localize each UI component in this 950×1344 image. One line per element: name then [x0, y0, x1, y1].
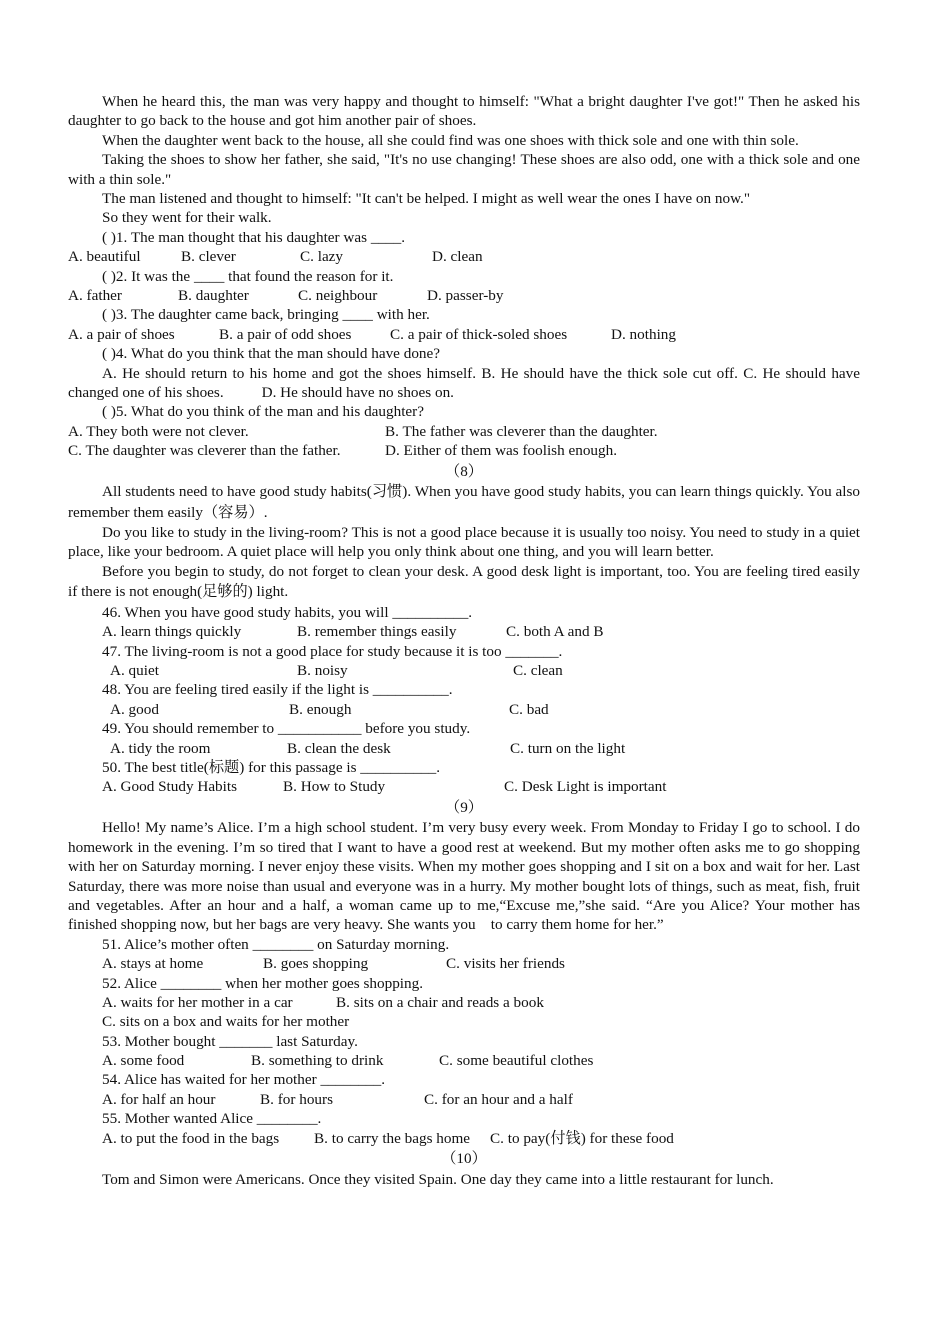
option: C. for an hour and a half [424, 1090, 573, 1108]
option: C. turn on the light [510, 739, 626, 757]
question-options [68, 325, 860, 344]
question-stem: 51. Alice’s mother often ________ on Saturday morning. [102, 935, 450, 953]
option: B. goes shopping [263, 955, 369, 973]
question-options [68, 1129, 860, 1148]
question-stem: 54. Alice has waited for her mother ________. [102, 1071, 386, 1089]
option: A. Good Study Habits [102, 778, 238, 796]
paragraph: Before you begin to study, do not forget to clean your desk. A good desk light is important, too. You are feeling tired easily if there is not enough(足够的) light. [68, 562, 860, 601]
question-options: A. He should return to his home and got the shoes himself. B. He should have the thick sole cut off. C. He should have changed one of his shoes. D. He should have no shoes on. [68, 364, 864, 401]
question-options [68, 954, 860, 973]
option: B. to carry the bags home [314, 1129, 471, 1147]
option: D. Either of them was foolish enough. [385, 442, 617, 460]
paragraph: All students need to have good study habits(习惯). When you have good study habits, you can learn things quickly. You also remember them easily（容易）. [68, 483, 860, 521]
paragraph: Tom and Simon were Americans. Once they visited Spain. One day they came into a little restaurant for lunch. [102, 1170, 774, 1188]
paragraph: Do you like to study in the living-room? This is not a good place because it is usually too noisy. You need to study in a quiet place, like your bedroom. A quiet place will help you only think about one thing, and you will learn better. [68, 524, 860, 561]
option: C. visits her friends [446, 955, 565, 973]
question-stem: ( )1. The man thought that his daughter was ____. [102, 228, 405, 246]
option: B. for hours [260, 1090, 333, 1108]
paragraph: When the daughter went back to the house, all she could find was one shoes with thick sole and one with thin sole. [102, 131, 799, 149]
question-options [68, 700, 860, 719]
option: C. to pay(付钱) for these food [490, 1129, 674, 1147]
option: B. daughter [178, 287, 249, 305]
option: C. clean [513, 662, 563, 680]
option: B. clean the desk [287, 739, 391, 757]
option: B. remember things easily [297, 623, 457, 641]
question-stem: ( )4. What do you think that the man should have done? [102, 345, 440, 363]
option: D. clean [432, 248, 483, 266]
option: A. stays at home [102, 955, 204, 973]
option: C. neighbour [298, 287, 378, 305]
option: C. a pair of thick-soled shoes [390, 325, 568, 343]
option: C. The daughter was cleverer than the father. [68, 442, 341, 460]
question-stem: 46. When you have good study habits, you will __________. [102, 603, 473, 621]
option: A. father [68, 287, 122, 305]
question-options [68, 777, 860, 796]
question-stem: 48. You are feeling tired easily if the light is __________. [102, 681, 453, 699]
question-options [68, 1012, 860, 1031]
option: A. tidy the room [110, 739, 211, 757]
question-stem: ( )2. It was the ____ that found the reason for it. [102, 267, 394, 285]
paragraph: Hello! My name’s Alice. I’m a high school student. I’m very busy every week. From Monday to Friday I go to school. I do homework in the evening. I’m so tired that I want to have a good rest at weekend. But my mother often asks me to go shopping with her on Saturday morning. I never enjoy these visits. When my mother goes shopping and I sit on a box and wait for her. Last Saturday, there was more noise than usual and everyone was in a hurry. My mother bought lots of things, such as meat, fish, fruit and vegetables. After an hour and a half, a woman came up to me,“Excuse me,”she said. “Are you Alice? Your mother has finished shopping now, but her bags are very heavy. She wants you to carry them home for her.” [68, 819, 864, 934]
question-stem: 47. The living-room is not a good place for study because it is too _______. [102, 642, 563, 660]
option: A. good [110, 700, 159, 718]
option: C. bad [509, 700, 549, 718]
option: B. How to Study [283, 778, 386, 796]
question-options [68, 422, 860, 441]
option: C. both A and B [506, 623, 604, 641]
question-stem: 55. Mother wanted Alice ________. [102, 1110, 322, 1128]
document-page [68, 92, 864, 1189]
option: A. to put the food in the bags [102, 1129, 280, 1147]
option: B. The father was cleverer than the daughter. [385, 422, 658, 440]
paragraph: When he heard this, the man was very happy and thought to himself: "What a bright daughter I've got!" Then he asked his daughter to go back to the house and got him another pair of shoes. [68, 93, 860, 130]
option: B. noisy [297, 662, 348, 680]
option: A. a pair of shoes [68, 325, 175, 343]
question-stem: ( )3. The daughter came back, bringing ____ with her. [102, 306, 430, 324]
option: C. Desk Light is important [504, 778, 667, 796]
option: A. some food [102, 1052, 185, 1070]
option: B. a pair of odd shoes [219, 325, 352, 343]
option: D. nothing [611, 325, 676, 343]
paragraph: Taking the shoes to show her father, she said, "It's no use changing! These shoes are also odd, one with a thick sole and one with a thin sole." [68, 151, 860, 188]
question-options [68, 739, 860, 758]
question-stem: 52. Alice ________ when her mother goes shopping. [102, 974, 423, 992]
paragraph: The man listened and thought to himself: "It can't be helped. I might as well wear the ones I have on now." [102, 190, 751, 208]
option: B. clever [181, 248, 236, 266]
option: A. They both were not clever. [68, 422, 249, 440]
section-heading: （9） [445, 798, 483, 816]
question-options [68, 441, 860, 460]
question-stem: 53. Mother bought _______ last Saturday. [102, 1032, 358, 1050]
section-heading: （10） [441, 1150, 487, 1168]
question-options [68, 622, 860, 641]
option: B. something to drink [251, 1052, 384, 1070]
question-options [68, 286, 860, 305]
option: B. sits on a chair and reads a book [336, 993, 544, 1011]
question-stem: 50. The best title(标题) for this passage is __________. [102, 759, 441, 776]
option: A. quiet [110, 662, 159, 680]
option: A. waits for her mother in a car [102, 993, 293, 1011]
question-options [68, 1090, 860, 1109]
option: A. learn things quickly [102, 623, 242, 641]
option: C. sits on a box and waits for her mother [102, 1013, 350, 1031]
section-heading: （8） [445, 462, 483, 480]
question-options [68, 661, 860, 680]
question-stem: 49. You should remember to ___________ before you study. [102, 720, 471, 738]
option: C. some beautiful clothes [439, 1052, 594, 1070]
option: D. passer-by [427, 287, 504, 305]
paragraph: So they went for their walk. [102, 209, 272, 227]
option: C. lazy [300, 248, 344, 266]
question-options [68, 993, 860, 1012]
question-options [68, 1051, 860, 1070]
option: B. enough [289, 700, 352, 718]
question-options [68, 247, 860, 266]
option: A. beautiful [68, 248, 141, 266]
question-stem: ( )5. What do you think of the man and his daughter? [102, 403, 424, 421]
option: A. for half an hour [102, 1090, 216, 1108]
